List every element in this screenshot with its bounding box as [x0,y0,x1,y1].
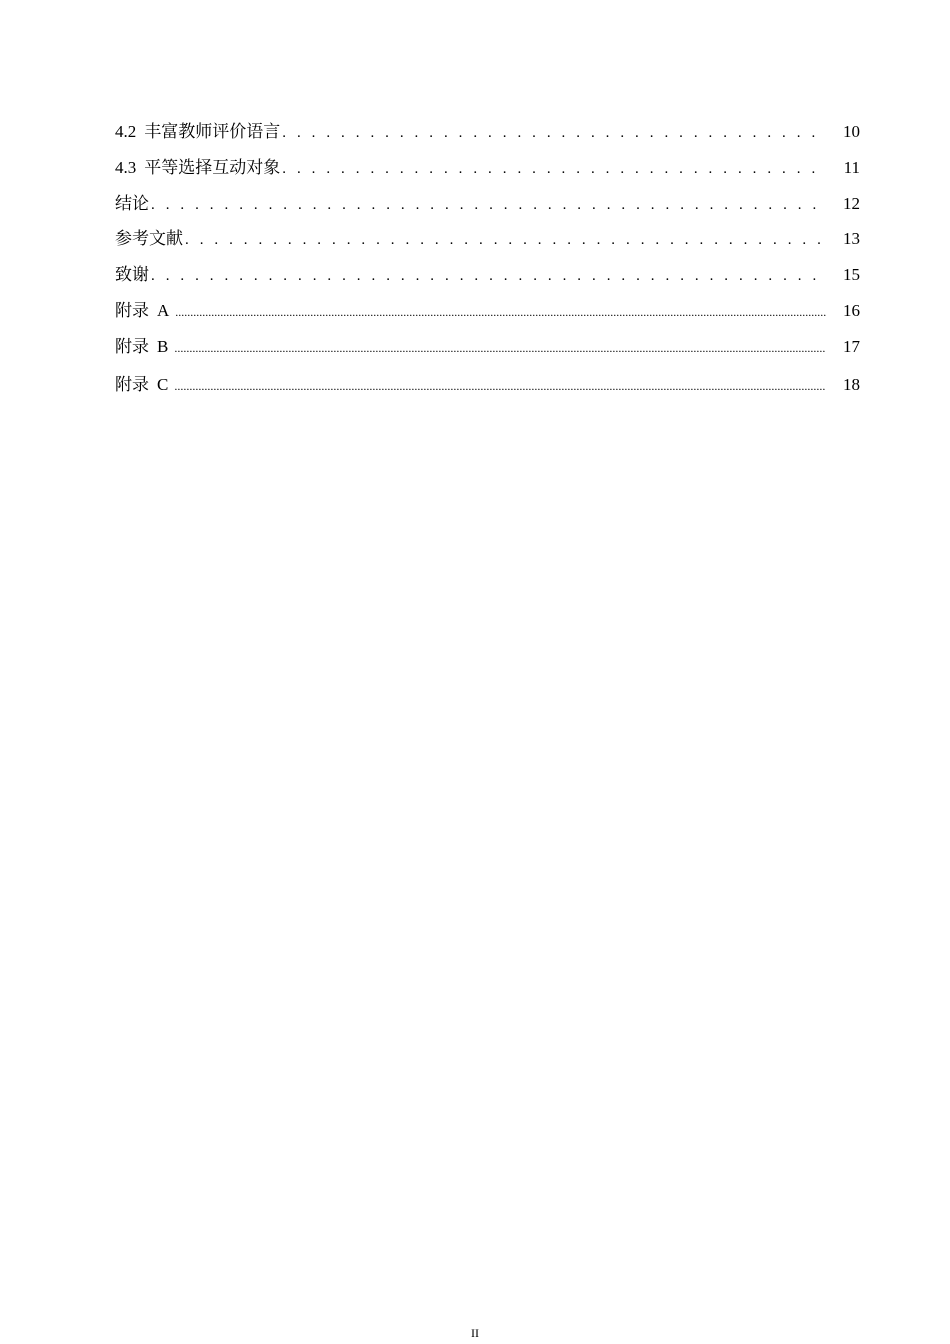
appendix-letter: C [157,374,169,394]
page-number: 13 [843,229,860,249]
page-number: 16 [843,300,860,320]
dot-leader [151,259,826,295]
page-number: 17 [843,336,860,356]
dot-leader [175,295,826,331]
toc-entry-acknowledgements[interactable] [115,257,860,293]
page-number: 11 [843,157,860,177]
page-number: 10 [843,122,860,141]
dot-leader [174,331,826,367]
section-number: 4.3 [115,157,137,177]
toc-entry-title [115,329,168,365]
page-footer-number: II [471,1326,479,1340]
toc-entry-appendix-a[interactable] [115,293,860,329]
page-number: 12 [843,193,860,213]
section-number: 4.2 [115,122,137,141]
page-number: 18 [843,374,860,394]
dot-leader [282,116,826,152]
appendix-letter: A [157,300,170,320]
toc-entry-title [115,365,168,405]
toc-entry-title [115,293,169,329]
toc-entry-references[interactable] [115,221,860,257]
toc-entry-4-3[interactable] [115,150,860,186]
toc-entry-title [115,150,280,186]
section-title: 丰富教师评价语言 [144,122,281,141]
section-title: 附录 [115,336,149,356]
toc-entry-conclusion[interactable] [115,186,860,222]
toc-entry-title [115,114,280,150]
dot-leader [185,223,826,259]
appendix-letter: B [157,336,169,356]
section-title: 参考文献 [115,229,183,249]
dot-leader [282,152,826,188]
section-title: 致谢 [115,265,149,285]
section-title: 结论 [115,193,149,213]
toc-entry-appendix-c[interactable] [115,365,860,405]
section-title: 平等选择互动对象 [144,157,281,177]
table-of-contents [115,114,860,405]
section-title: 附录 [115,374,149,394]
toc-entry-4-2[interactable] [115,114,860,150]
section-title: 附录 [115,300,149,320]
toc-entry-appendix-b[interactable] [115,329,860,365]
dot-leader [151,188,826,224]
page-number: 15 [843,265,860,285]
dot-leader [174,366,826,406]
